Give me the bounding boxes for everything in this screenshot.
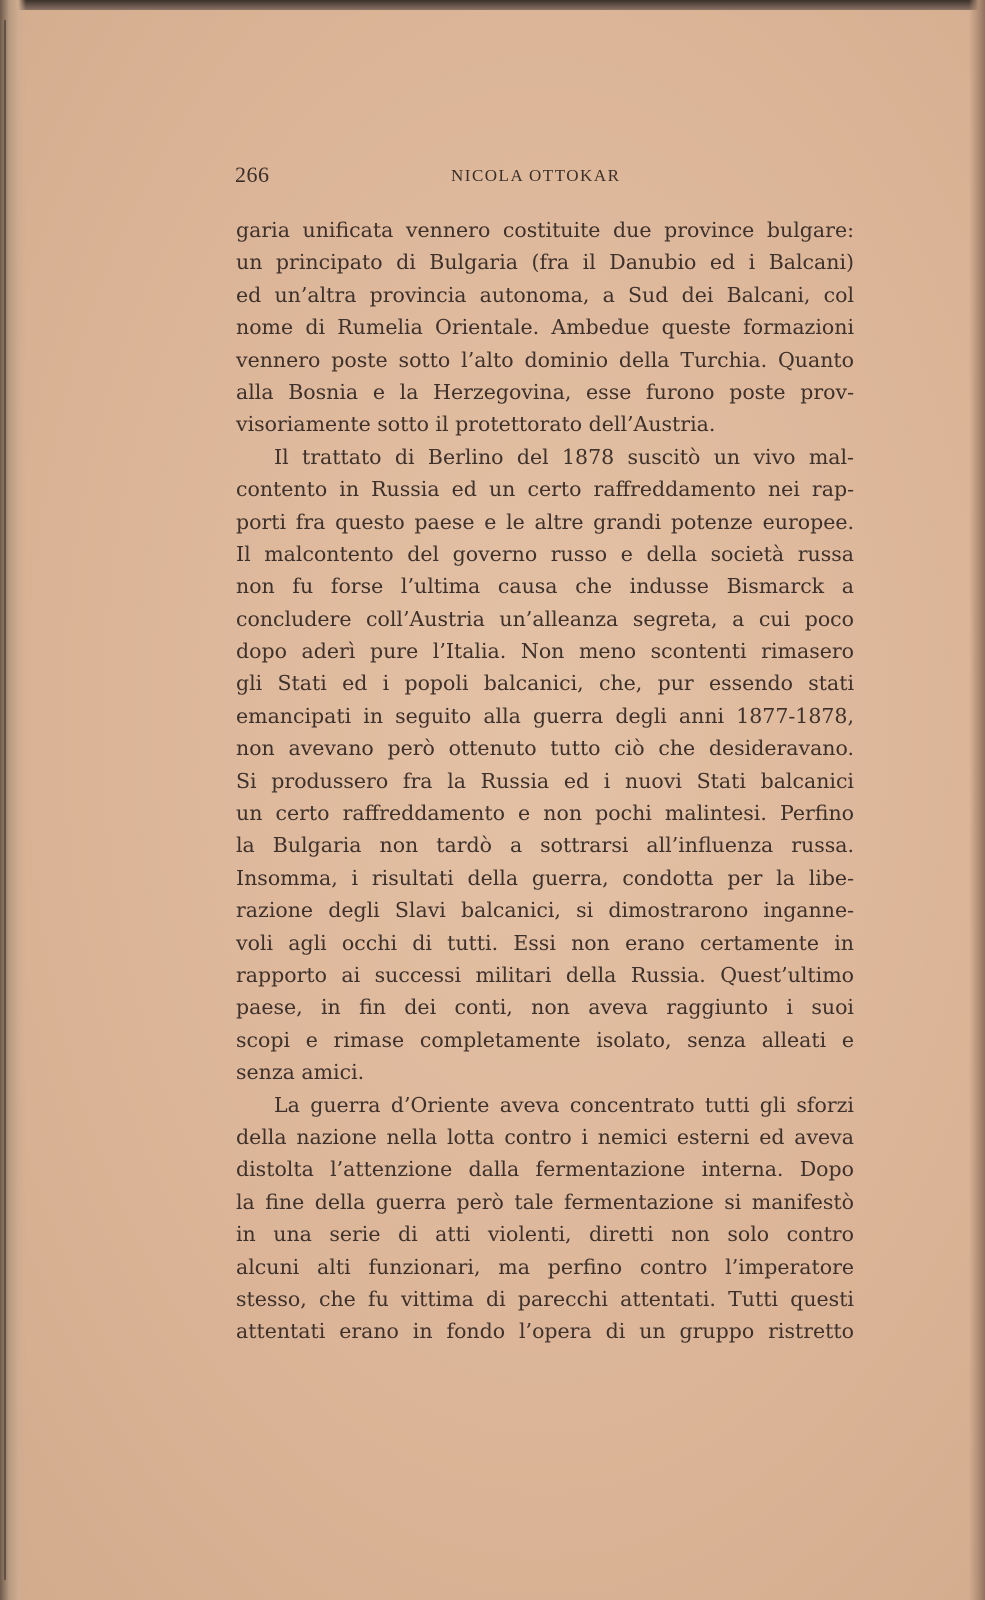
text-line: un certo raffreddamento e non pochi malintesi. Perfino [236,801,854,826]
page-right-edge [969,0,985,1600]
text-line: Il trattato di Berlino del 1878 suscitò un vivo mal- [274,444,854,469]
text-line: alla Bosnia e la Herzegovina, esse furono poste prov- [236,379,854,404]
text-line: rapporto ai successi militari della Russia. Quest’ultimo [236,962,854,987]
text-line: contento in Russia ed un certo raffreddamento nei rap- [236,477,854,502]
body-text [236,214,854,1348]
text-line: Il malcontento del governo russo e della società russa [236,541,854,566]
text-line: non avevano però ottenuto tutto ciò che desideravano. [236,736,854,761]
text-line: la fine della guerra però tale fermentazione si manifestò [236,1189,854,1214]
text-line: attentati erano in fondo l’opera di un gruppo ristretto [236,1319,854,1344]
page-number: 266 [235,162,270,187]
running-title: NICOLA OTTOKAR [451,166,621,185]
text-line: della nazione nella lotta contro i nemici esterni ed aveva [236,1124,854,1149]
text-line: non fu forse l’ultima causa che indusse Bismarck a [236,574,854,599]
text-line: vennero poste sotto l’alto dominio della Turchia. Quanto [236,347,854,372]
text-line: la Bulgaria non tardò a sottrarsi all’influenza russa. [236,833,854,858]
text-line: garia unificata vennero costituite due province bulgare: [236,218,854,242]
text-line: in una serie di atti violenti, diretti non solo contro [236,1222,854,1247]
text-line: Insomma, i risultati della guerra, condotta per la libe- [236,865,854,890]
text-line: Si produssero fra la Russia ed i nuovi Stati balcanici [236,768,854,793]
text-line: scopi e rimase completamente isolato, senza alleati e [236,1027,854,1052]
running-head [235,162,855,192]
text-line: nome di Rumelia Orientale. Ambedue queste formazioni [236,315,854,340]
text-line: un principato di Bulgaria (fra il Danubio ed i Balcani) [236,250,854,275]
text-line: razione degli Slavi balcanici, si dimostrarono inganne- [236,898,854,923]
page-top-edge [0,0,985,10]
text-line: concludere coll’Austria un’alleanza segreta, a cui poco [236,606,854,631]
text-line: paese, in fin dei conti, non aveva raggiunto i suoi [236,995,854,1020]
text-line: porti fra questo paese e le altre grandi potenze europee. [236,509,854,534]
text-line: emancipati in seguito alla guerra degli anni 1877-1878, [236,703,854,728]
text-line: voli agli occhi di tutti. Essi non erano certamente in [236,930,854,955]
binding-line [4,20,6,1580]
text-line: visoriamente sotto il protettorato dell’Austria. [236,412,716,437]
text-line: La guerra d’Oriente aveva concentrato tutti gli sforzi [274,1092,854,1117]
text-line: stesso, che fu vittima di parecchi attentati. Tutti questi [236,1286,854,1311]
text-line: gli Stati ed i popoli balcanici, che, pur essendo stati [236,671,854,696]
text-line: distolta l’attenzione dalla fermentazione interna. Dopo [236,1157,854,1182]
text-line: senza amici. [236,1060,365,1085]
text-line: ed un’altra provincia autonoma, a Sud dei Balcani, col [236,282,854,307]
text-line: dopo aderì pure l’Italia. Non meno scontenti rimasero [236,639,854,664]
text-line: alcuni alti funzionari, ma perfino contro l’imperatore [236,1254,854,1279]
